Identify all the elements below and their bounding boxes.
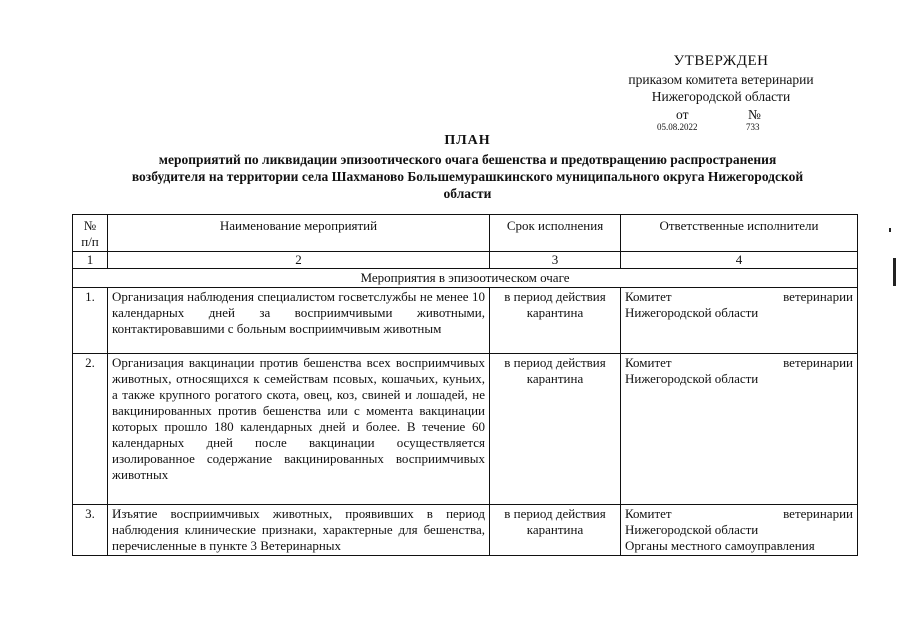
row-measure: Организация вакцинации против бешенства всех восприимчивых животных, относящихся к семействам псовых, кошачьих, куньих, а также крупного рогатого скота, овец, коз, свиней и лошадей, не вакцинированных против бешенства или с момента вакцинации которых прошло 180 календарных дней и более. В течение 60 календарных дней после вакцинации осуществляется изолированное содержание вакцинированных восприимчивых животных <box>108 354 490 505</box>
index-cell: 3 <box>490 252 621 269</box>
row-number: 1. <box>73 288 108 354</box>
row-measure: Изъятие восприимчивых животных, проявивших в период наблюдения клинические признаки, характерные для бешенства, перечисленные в пункте 3 Ветеринарных <box>108 505 490 556</box>
plan-table <box>72 214 858 556</box>
plan-title: ПЛАН <box>444 133 491 148</box>
plan-subtitle-line-3: области <box>443 186 492 201</box>
row-measure: Организация наблюдения специалистом госветслужбы не менее 10 календарных дней за восприимчивыми животными, контактировавшими с больным восприимчивым животным <box>108 288 490 354</box>
row-responsible: Комитет ветеринарии Нижегородской области <box>621 354 858 505</box>
table-row <box>73 288 858 354</box>
index-cell: 2 <box>108 252 490 269</box>
row-responsible: Комитет ветеринарии Нижегородской области Органы местного самоуправления <box>621 505 858 556</box>
index-cell: 4 <box>621 252 858 269</box>
scan-artifact <box>889 228 891 232</box>
table-header-row <box>73 215 858 252</box>
table-index-row <box>73 252 858 269</box>
plan-subtitle-line-2: возбудителя на территории села Шахманово Большемурашкинского муниципального округа Нижегородской <box>131 169 804 184</box>
row-number: 3. <box>73 505 108 556</box>
date-label: от <box>676 107 689 122</box>
row-term: в период действия карантина <box>490 505 621 556</box>
table-row <box>73 354 858 505</box>
header-term: Срок исполнения <box>490 215 621 252</box>
approval-line-1: приказом комитета ветеринарии <box>628 72 814 87</box>
plan-subtitle-line-1: мероприятий по ликвидации эпизоотического очага бешенства и предотвращению распространения <box>158 152 777 167</box>
date-value: 05.08.2022 <box>657 122 698 132</box>
row-responsible: Комитет ветеринарии Нижегородской области <box>621 288 858 354</box>
index-cell: 1 <box>73 252 108 269</box>
approval-line-2: Нижегородской области <box>651 89 791 104</box>
row-term: в период действия карантина <box>490 288 621 354</box>
number-label: № <box>748 107 761 122</box>
header-responsible: Ответственные исполнители <box>621 215 858 252</box>
row-number: 2. <box>73 354 108 505</box>
header-name: Наименование мероприятий <box>108 215 490 252</box>
number-value: 733 <box>746 122 760 132</box>
row-term: в период действия карантина <box>490 354 621 505</box>
section-row <box>73 269 858 288</box>
header-num: № п/п <box>73 215 108 252</box>
section-title: Мероприятия в эпизоотическом очаге <box>73 269 858 288</box>
approval-stamp <box>606 52 836 136</box>
table-row <box>73 505 858 556</box>
plan-heading <box>60 132 875 202</box>
scan-artifact <box>893 258 896 286</box>
approval-title: УТВЕРЖДЕН <box>673 53 769 69</box>
